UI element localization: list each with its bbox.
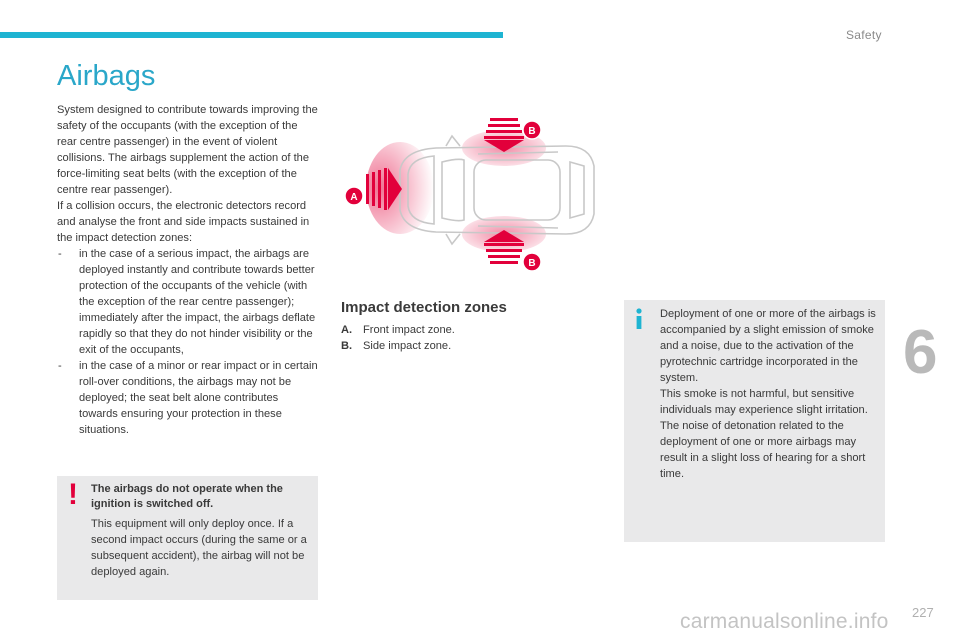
watermark: carmanualsonline.info: [680, 610, 889, 633]
warning-box: [57, 476, 318, 600]
zone-letter: B.: [341, 340, 353, 352]
warning-text: This equipment will only deploy once. If a second impact occurs (during the same or a subsequent accident), the airbag will not be deployed again.: [91, 518, 307, 578]
info-box: [624, 300, 885, 542]
zone-text: Front impact zone.: [363, 324, 455, 336]
label-b-bottom: B: [528, 258, 536, 269]
list-item: [57, 358, 319, 438]
header-accent-bar: [0, 32, 503, 38]
label-b-top: B: [528, 126, 536, 137]
warning-title: The airbags do not operate when the ignition is switched off.: [91, 483, 283, 510]
intro-bullet-list: [57, 246, 319, 438]
section-label: Safety: [846, 28, 882, 42]
intro-paragraph-1: System designed to contribute towards improving the safety of the occupants (with the exception of the rear centre passenger) in the event of violent collisions. The airbags supplement the action of the force-limiting seat belts (with the exception of the centre rear passenger).: [57, 104, 318, 196]
bullet-dash: -: [58, 360, 62, 372]
label-b-badge-top: [523, 121, 541, 139]
list-item: [341, 338, 455, 354]
intro-text: [57, 102, 319, 438]
warning-icon: !: [68, 478, 78, 511]
page-number: 227: [912, 605, 934, 620]
label-a-badge: [345, 187, 363, 205]
zone-letter: A.: [341, 324, 353, 336]
label-a: A: [350, 192, 358, 203]
info-text: [660, 306, 880, 482]
impact-zones-heading: Impact detection zones: [341, 299, 507, 316]
label-b-badge-bottom: [523, 253, 541, 271]
impact-zones-list: [341, 322, 455, 354]
info-paragraph-2: This smoke is not harmful, but sensitive individuals may experience slight irritation.: [660, 388, 868, 416]
impact-zones-diagram: [338, 110, 608, 280]
list-item: [57, 246, 319, 358]
bullet-text: in the case of a serious impact, the airbags are deployed instantly and contribute towards better protection of the occupants of the vehicle (with the exception of the rear centre passenger); immediately after the impact, the airbags deflate rapidly so that they do not hinder visibility or the exit of the occupants,: [79, 248, 316, 356]
page-title: Airbags: [57, 60, 156, 92]
info-paragraph-3: The noise of detonation related to the deployment of one or more airbags may result in a slight loss of hearing for a short time.: [660, 420, 866, 480]
chapter-number: 6: [903, 318, 938, 387]
list-item: [341, 322, 455, 338]
intro-paragraph-2: If a collision occurs, the electronic detectors record and analyse the front and side impacts sustained in the impact detection zones:: [57, 200, 310, 244]
zone-text: Side impact zone.: [363, 340, 452, 352]
info-icon: [633, 307, 645, 331]
bullet-text: in the case of a minor or rear impact or in certain roll-over conditions, the airbags may not be deployed; the seat belt alone contributes towards ensuring your protection in these situations.: [79, 360, 318, 436]
bullet-dash: -: [58, 248, 62, 260]
info-paragraph-1: Deployment of one or more of the airbags is accompanied by a slight emission of smoke and a noise, due to the activation of the pyrotechnic cartridge incorporated in the system.: [660, 308, 876, 384]
